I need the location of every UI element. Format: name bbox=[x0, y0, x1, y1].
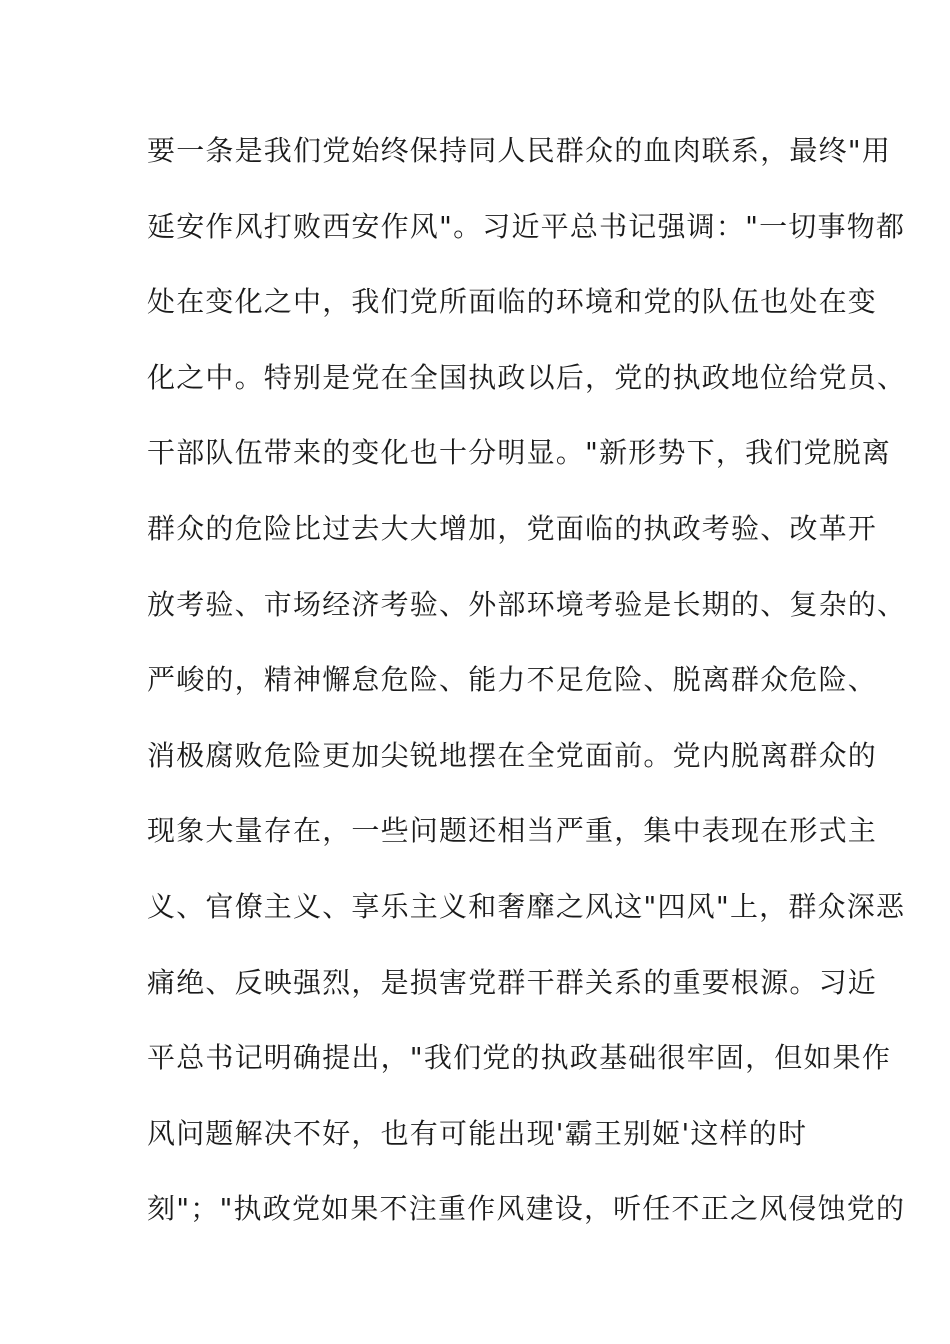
text-line-5: 干部队伍带来的变化也十分明显。"新形势下，我们党脱离 bbox=[147, 436, 892, 470]
text-line-3: 处在变化之中，我们党所面临的环境和党的队伍也处在变 bbox=[147, 285, 878, 319]
text-line-6: 群众的危险比过去大大增加，党面临的执政考验、改革开 bbox=[147, 511, 878, 545]
text-line-1: 要一条是我们党始终保持同人民群众的血肉联系，最终"用 bbox=[147, 134, 892, 167]
text-line-11: 义、官僚主义、享乐主义和奢靡之风这"四风"上，群众深恶 bbox=[147, 889, 906, 923]
text-line-10: 现象大量存在，一些问题还相当严重，集中表现在形式主 bbox=[147, 814, 878, 848]
text-line-13: 平总书记明确提出，"我们党的执政基础很牢固，但如果作 bbox=[147, 1041, 892, 1075]
text-line-2: 延安作风打败西安作风"。习近平总书记强调："一切事物都 bbox=[147, 209, 906, 243]
body-text bbox=[147, 128, 907, 1262]
text-line-8: 严峻的，精神懈怠危险、能力不足危险、脱离群众危险、 bbox=[147, 663, 878, 697]
text-line-9: 消极腐败危险更加尖锐地摆在全党面前。党内脱离群众的 bbox=[147, 738, 878, 772]
text-line-14: 风问题解决不好，也有可能出现'霸王别姬'这样的时 bbox=[147, 1116, 808, 1150]
text-line-4: 化之中。特别是党在全国执政以后，党的执政地位给党员、 bbox=[147, 360, 907, 394]
text-line-15: 刻"；"执政党如果不注重作风建设，听任不正之风侵蚀党的 bbox=[147, 1192, 906, 1226]
text-line-7: 放考验、市场经济考验、外部环境考验是长期的、复杂的、 bbox=[147, 587, 907, 621]
text-line-12: 痛绝、反映强烈，是损害党群干群关系的重要根源。习近 bbox=[147, 965, 878, 999]
